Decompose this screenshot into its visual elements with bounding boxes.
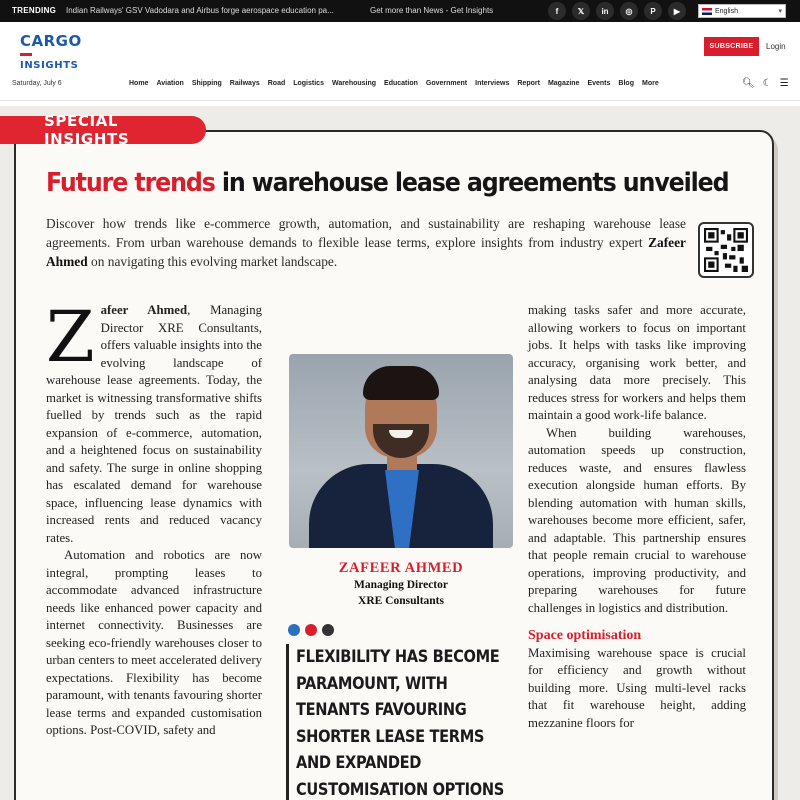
- facebook-icon[interactable]: f: [548, 2, 566, 20]
- main-nav: [129, 80, 659, 87]
- language-select[interactable]: [698, 4, 786, 18]
- linkedin-icon[interactable]: in: [596, 2, 614, 20]
- nav-aviation[interactable]: Aviation: [156, 80, 184, 87]
- nav-road[interactable]: Road: [267, 80, 286, 87]
- nav-education[interactable]: Education: [384, 80, 418, 87]
- nav-railways[interactable]: Railways: [229, 80, 260, 87]
- nav-government[interactable]: Government: [425, 80, 468, 87]
- article-column-3: [528, 302, 746, 732]
- col3-paragraph-2: When building warehouses, automation speeds up construction, reduces waste, and ensures flawless execution alongside human efforts. By blending automation with human skills, warehouses become more efficient, safer, and adaptable. This partnership ensures that people remain crucial to warehouse operations, improving productivity, and preparing warehouses for future challenges in logistics and distribution.: [528, 425, 746, 615]
- red-dot-icon: [305, 624, 317, 636]
- promo-text: Get more than News - Get Insights: [370, 6, 494, 15]
- article-headline: [46, 166, 728, 200]
- dark-mode-icon[interactable]: ☾: [762, 78, 772, 89]
- nav-more[interactable]: More: [641, 80, 659, 87]
- logo-cargo: CARGO: [20, 32, 82, 50]
- col3-paragraph-1: making tasks safer and more accurate, allowing workers to focus on important jobs. It helps with tasks like improving accuracy, organising work better, and analysing data more precisely. This reduces stress for workers and helps them maintain a good work-life balance.: [528, 303, 746, 422]
- trending-ticker-link[interactable]: Indian Railways' GSV Vadodara and Airbus forge aerospace education pa...: [66, 6, 334, 15]
- col1-lead-name: afeer Ahmed: [100, 303, 188, 317]
- trending-label: TRENDING: [12, 6, 57, 15]
- header-divider: [0, 100, 800, 101]
- youtube-icon[interactable]: ▶: [668, 2, 686, 20]
- caption-name: ZAFEER AHMED: [338, 560, 464, 576]
- drop-cap: Z: [46, 296, 95, 378]
- nav-blog[interactable]: Blog: [618, 80, 634, 87]
- headline-highlight: Future trends: [46, 168, 215, 198]
- logo-insights: INSIGHTS: [20, 60, 79, 71]
- caption-title: Managing Director: [353, 579, 448, 591]
- caption-company: XRE Consultants: [358, 595, 444, 607]
- nav-magazine[interactable]: Magazine: [547, 80, 580, 87]
- col1-paragraph-2: Automation and robotics are now integral, prompting leases to accommodate advanced infrastructure needs like enhanced power capacity and internet connectivity. Businesses are seeking eco-friendly warehouses closer to urban centers to meet accelerated delivery expectations. Flexibility has become paramount, with tenants favouring shorter lease terms and expanded customisation options. Post-COVID, safety and: [46, 548, 262, 737]
- nav-events[interactable]: Events: [587, 80, 611, 87]
- nav-home[interactable]: Home: [129, 80, 149, 87]
- pull-quote: FLEXIBILITY HAS BECOME PARAMOUNT, WITH TENANTS FAVOURING SHORTER LEASE TERMS AND EXPANDED CUSTOMISATION OPTIONS: [296, 647, 504, 800]
- chevron-down-icon: ▾: [778, 8, 782, 15]
- nav-interviews[interactable]: Interviews: [475, 80, 510, 87]
- section-subhead: Space optimisation: [528, 628, 642, 643]
- pull-quote-bar: [286, 644, 289, 800]
- top-bar: [0, 0, 800, 22]
- intro-text-end: on navigating this evolving market landscape.: [87, 254, 338, 269]
- menu-icon[interactable]: ☰: [779, 78, 789, 89]
- instagram-icon[interactable]: ◎: [620, 2, 638, 20]
- col3-paragraph-3: Maximising warehouse space is crucial for efficiency and growth without building more. Using multi-level racks that fit warehouse height, adding mezzanine floors for: [528, 645, 746, 730]
- nav-warehousing[interactable]: Warehousing: [331, 80, 377, 87]
- qr-code-graphic: [704, 228, 748, 272]
- headline-rest: in warehouse lease agreements unveiled: [214, 168, 729, 198]
- dark-dot-icon: [322, 624, 334, 636]
- nav-shipping[interactable]: Shipping: [191, 80, 222, 87]
- decorative-dots: [288, 624, 334, 636]
- nav-logistics[interactable]: Logistics: [293, 80, 324, 87]
- photo-caption: [289, 560, 513, 609]
- subscribe-button[interactable]: SUBSCRIBE: [704, 37, 759, 56]
- article-column-1: [46, 296, 262, 740]
- pinterest-icon[interactable]: P: [644, 2, 662, 20]
- intro-expert-name: Zafeer Ahmed: [46, 235, 686, 269]
- login-link[interactable]: Login: [766, 42, 786, 51]
- logo-insights-row: [20, 49, 86, 71]
- blue-dot-icon: [288, 624, 300, 636]
- section-ribbon: SPECIAL INSIGHTS: [0, 116, 206, 144]
- language-value: English: [715, 7, 738, 15]
- qr-code-icon: [698, 222, 754, 278]
- site-logo[interactable]: [20, 32, 86, 71]
- article-feature-image: [0, 106, 800, 800]
- social-links: [548, 2, 686, 20]
- search-icon[interactable]: 🔍︎: [742, 78, 755, 89]
- intro-text-start: Discover how trends like e-commerce growth, automation, and sustainability are reshaping warehouse lease agreements. From urban warehouse demands to flexible lease terms, explore insights from industry expert: [46, 216, 686, 250]
- x-icon[interactable]: 𝕏: [572, 2, 590, 20]
- uk-flag-icon: [702, 8, 712, 15]
- portrait-hair: [363, 366, 439, 400]
- col1-p1-text: , Managing Director XRE Consultants, offers valuable insights into the evolving landscape of warehouse lease agreements. Today, the market is witnessing transformative shifts fuelled by trends such as the rapid expansion of e-commerce, automation, and a heightened focus on sustainability and safety. The surge in online shopping has escalated demand for warehouse space, influencing lease dynamics with increased rents and reduced vacancy rates.: [46, 303, 262, 545]
- logo-bar-icon: [20, 53, 32, 56]
- current-date: Saturday, July 6: [12, 80, 62, 87]
- header-icons: [742, 78, 789, 89]
- expert-portrait-photo: [289, 354, 513, 548]
- nav-report[interactable]: Report: [517, 80, 540, 87]
- article-intro: [46, 214, 686, 271]
